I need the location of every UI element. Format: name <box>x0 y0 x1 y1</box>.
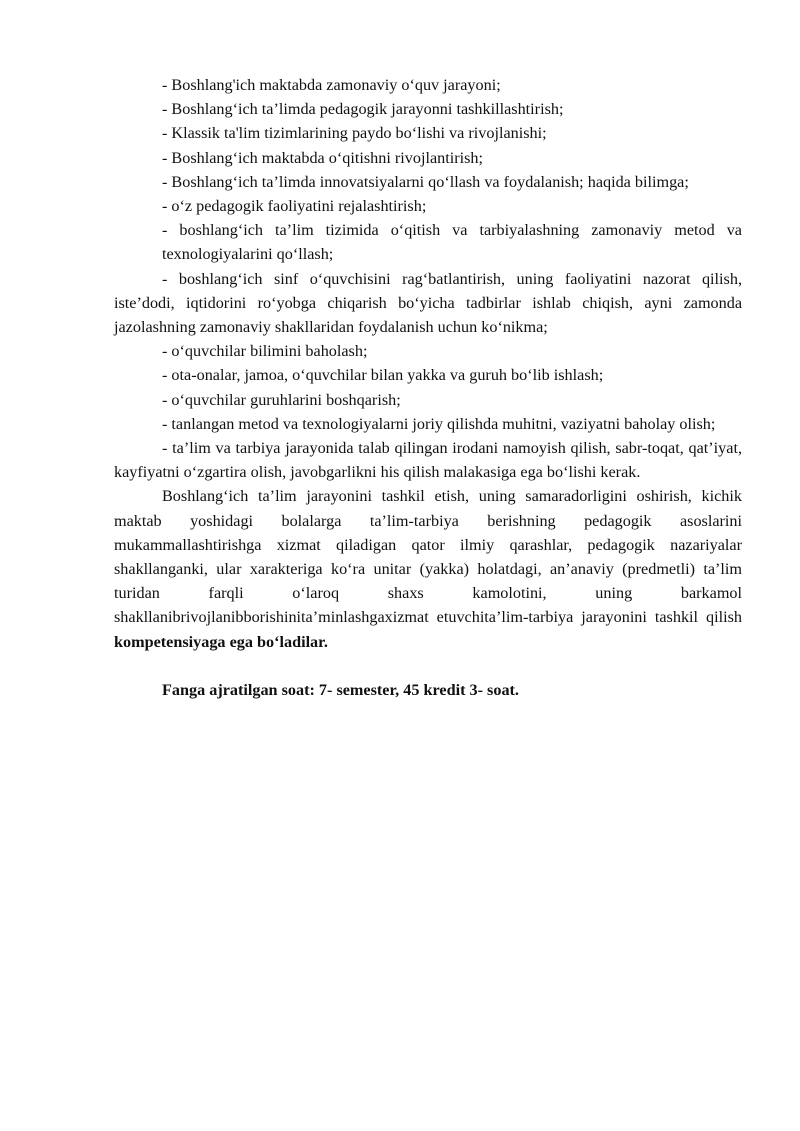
main-paragraph-text: Boshlang‘ich ta’lim jarayonini tashkil etish, uning samaradorligini oshirish, kichik maktab yoshidagi bolalarga ta’lim-tarbiya berishning pedagogik asoslarini mukammallashtirishga xizmat qiladigan qator ilmiy qarashlar, pedagogik nazariyalar shakllanganki, ular xarakteriga ko‘ra unitar (yakka) holatdagi, an’anaviy (predmetli) ta’lim turidan farqli o‘laroq shaxs kamolotini, uning barkamol shakllanibrivojlanibborishinita’minlashgaxizmat etuvchita’lim-tarbiya jarayonini tashkil qilish <box>114 487 742 627</box>
list-item: - Boshlang‘ich ta’limda pedagogik jarayonni tashkillashtirish; <box>162 100 564 119</box>
list-item: - ta’lim va tarbiya jarayonida talab qilingan irodani namoyish qilish, sabr-toqat, qat’iyat, kayfiyatni o‘zgartira olish, javobgarlikni his qilish malakasiga ega bo‘lishi kerak. <box>114 439 742 482</box>
list-item: - ota-onalar, jamoa, o‘quvchilar bilan yakka va guruh bo‘lib ishlash; <box>162 366 604 385</box>
list-item: - Boshlang'ich maktabda zamonaviy o‘quv jarayoni; <box>162 76 501 94</box>
document-page <box>114 73 742 702</box>
list-item: - o‘quvchilar bilimini baholash; <box>162 342 368 361</box>
paragraph-spacer <box>114 654 742 678</box>
main-paragraph <box>114 484 742 653</box>
list-item: - Klassik ta'lim tizimlarining paydo bo‘lishi va rivojlanishi; <box>162 124 547 143</box>
main-paragraph-bold-text: kompetensiyaga ega bo‘ladilar. <box>114 632 328 651</box>
list-item: - Boshlang‘ich maktabda o‘qitishni rivojlantirish; <box>162 148 483 167</box>
list-item: - Boshlang‘ich ta’limda innovatsiyalarni qo‘llash va foydalanish; haqida bilimga; <box>162 172 689 191</box>
hours-line: Fanga ajratilgan soat: 7- semester, 45 kredit 3- soat. <box>162 680 519 699</box>
list-item: - tanlangan metod va texnologiyalarni joriy qilishda muhitni, vaziyatni baholay olish; <box>162 414 716 433</box>
list-item: - boshlang‘ich sinf o‘quvchisini rag‘batlantirish, uning faoliyatini nazorat qilish, iste’dodi, iqtidorini ro‘yobga chiqarish bo‘yicha tadbirlar ishlab chiqish, ayni zamonda jazolashning zamonaviy shakllaridan foydalanish uchun ko‘nikma; <box>114 269 742 337</box>
list-item: - o‘z pedagogik faoliyatini rejalashtirish; <box>162 197 427 216</box>
list-item: - o‘quvchilar guruhlarini boshqarish; <box>162 390 401 409</box>
list-item: - boshlang‘ich ta’lim tizimida o‘qitish va tarbiyalashning zamonaviy metod va texnologiyalarini qo‘llash; <box>162 221 742 264</box>
